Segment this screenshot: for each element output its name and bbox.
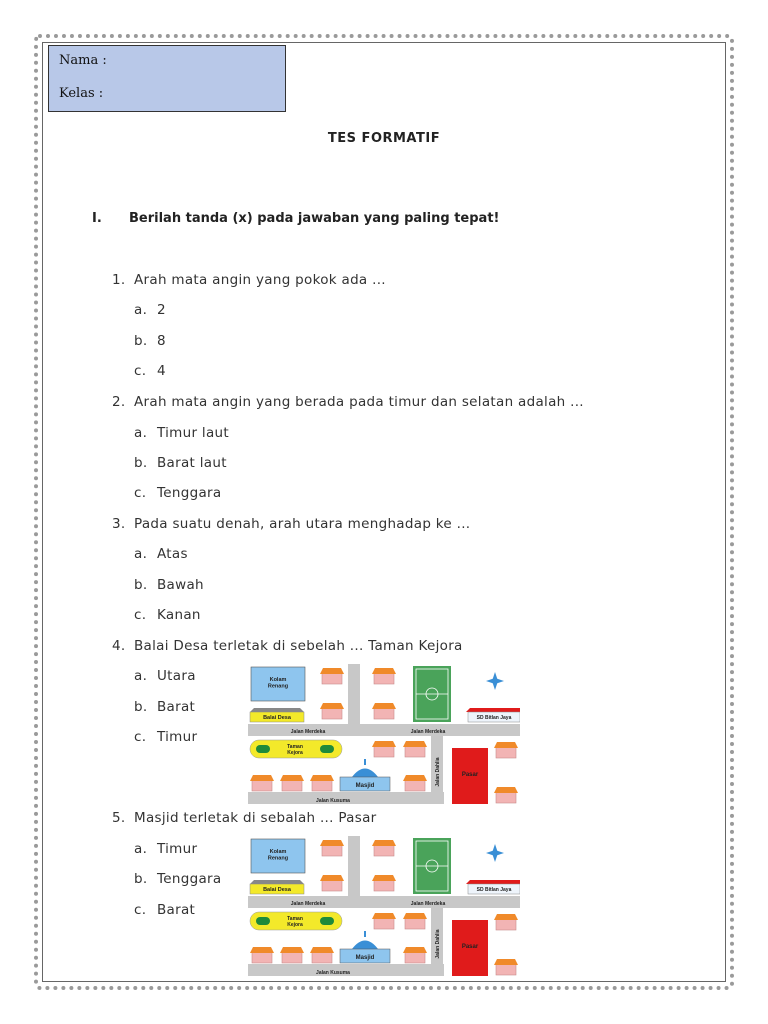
house-11 (403, 947, 427, 963)
house-8 (250, 775, 274, 791)
house-1 (320, 840, 344, 856)
balai-desa-roof (250, 708, 304, 712)
q4-option-b-text: Barat (157, 699, 196, 715)
sports-field (413, 838, 451, 894)
taman-pond-2 (320, 917, 334, 925)
question-4-number: 4. (112, 638, 126, 654)
question-4-text: Balai Desa terletak di sebelah ... Taman Kejora (134, 638, 463, 654)
q5-option-b-letter: b. (134, 871, 148, 887)
label-jalan-dahlia: Jalan Dahlia (435, 929, 441, 959)
house-3 (372, 840, 396, 856)
label-masjid: Masjid (355, 955, 375, 961)
q1-option-b-text: 8 (157, 333, 166, 349)
taman-pond-1 (256, 745, 270, 753)
house-12 (494, 787, 518, 803)
q3-option-c-letter: c. (134, 607, 147, 623)
label-sd: SD Bitlan Jaya (476, 715, 512, 721)
house-2 (320, 703, 344, 719)
question-2-number: 2. (112, 394, 126, 410)
q2-option-a-text: Timur laut (157, 425, 230, 441)
taman-pond-1 (256, 917, 270, 925)
q2-option-a-letter: a. (134, 425, 148, 441)
q4-option-a-text: Utara (157, 668, 196, 684)
q2-option-c-text: Tenggara (157, 485, 222, 501)
label-jalan-merdeka: Jalan Merdeka (290, 729, 326, 735)
house-4 (372, 703, 396, 719)
q2-option-b-letter: b. (134, 455, 148, 471)
house-12 (494, 959, 518, 975)
q3-option-b-text: Bawah (157, 577, 204, 593)
q1-option-c-letter: c. (134, 363, 147, 379)
road-vertical-north (348, 664, 360, 726)
label-sd: SD Bitlan Jaya (476, 887, 512, 893)
house-7 (494, 742, 518, 758)
q3-option-c-text: Kanan (157, 607, 201, 623)
house-5 (372, 741, 396, 757)
question-3-text: Pada suatu denah, arah utara menghadap ke ... (134, 516, 471, 532)
q3-option-b-letter: b. (134, 577, 148, 593)
house-10 (310, 947, 334, 963)
question-5-number: 5. (112, 810, 126, 826)
house-2 (320, 875, 344, 891)
road-vertical-north (348, 836, 360, 898)
village-map-q4 (248, 664, 520, 806)
q4-option-b-letter: b. (134, 699, 148, 715)
q1-option-b-letter: b. (134, 333, 148, 349)
balai-desa-roof (250, 880, 304, 884)
label-balai-desa: Balai Desa (263, 715, 291, 721)
sd-roof (466, 880, 520, 884)
q2-option-b-text: Barat laut (157, 455, 227, 471)
label-kolam-renang: Kolam Renang (267, 849, 289, 862)
question-5-text: Masjid terletak di sebalah ... Pasar (134, 810, 377, 826)
q1-option-a-letter: a. (134, 302, 148, 318)
house-10 (310, 775, 334, 791)
section-number: I. (92, 211, 102, 226)
page-title: TES FORMATIF (327, 131, 441, 146)
q3-option-a-text: Atas (157, 546, 188, 562)
road-merdeka (248, 724, 520, 736)
q4-option-a-letter: a. (134, 668, 148, 684)
house-3 (372, 668, 396, 684)
q5-option-c-letter: c. (134, 902, 147, 918)
road-merdeka (248, 896, 520, 908)
name-label: Nama : (59, 53, 107, 68)
q1-option-c-text: 4 (157, 363, 166, 379)
label-taman-kejora: Taman Kejora (287, 744, 303, 756)
sd-roof (466, 708, 520, 712)
label-masjid: Masjid (355, 783, 375, 789)
house-9 (280, 947, 304, 963)
label-taman-kejora: Taman Kejora (287, 916, 303, 928)
question-3-number: 3. (112, 516, 126, 532)
taman-pond-2 (320, 745, 334, 753)
q5-option-a-letter: a. (134, 841, 148, 857)
label-kolam-renang: Kolam Renang (267, 677, 289, 690)
q4-option-c-text: Timur (157, 729, 198, 745)
sports-field (413, 666, 451, 722)
q5-option-c-text: Barat (157, 902, 196, 918)
label-pasar: Pasar (461, 772, 479, 778)
house-6 (403, 741, 427, 757)
label-jalan-kusuma: Jalan Kusuma (316, 970, 350, 976)
q4-option-c-letter: c. (134, 729, 147, 745)
student-id-box (48, 45, 286, 112)
question-1-text: Arah mata angin yang pokok ada ... (134, 272, 386, 288)
house-7 (494, 914, 518, 930)
compass-icon (486, 844, 504, 862)
label-jalan-merdeka: Jalan Merdeka (290, 901, 326, 907)
question-1-number: 1. (112, 272, 126, 288)
label-balai-desa: Balai Desa (263, 887, 291, 893)
house-8 (250, 947, 274, 963)
label-jalan-kusuma: Jalan Kusuma (316, 798, 350, 804)
house-6 (403, 913, 427, 929)
label-pasar: Pasar (461, 944, 479, 950)
q2-option-c-letter: c. (134, 485, 147, 501)
label-jalan-dahlia: Jalan Dahlia (435, 757, 441, 787)
compass-icon (486, 672, 504, 690)
house-5 (372, 913, 396, 929)
class-label: Kelas : (59, 86, 104, 101)
label-jalan-merdeka-2: Jalan Merdeka (410, 901, 446, 907)
house-11 (403, 775, 427, 791)
q3-option-a-letter: a. (134, 546, 148, 562)
house-4 (372, 875, 396, 891)
q1-option-a-text: 2 (157, 302, 166, 318)
q5-option-b-text: Tenggara (157, 871, 222, 887)
label-jalan-merdeka-2: Jalan Merdeka (410, 729, 446, 735)
section-instruction: Berilah tanda (x) pada jawaban yang paling tepat! (129, 211, 500, 226)
question-2-text: Arah mata angin yang berada pada timur dan selatan adalah ... (134, 394, 584, 410)
village-map-q5 (248, 836, 520, 978)
house-9 (280, 775, 304, 791)
house-1 (320, 668, 344, 684)
q5-option-a-text: Timur (157, 841, 198, 857)
